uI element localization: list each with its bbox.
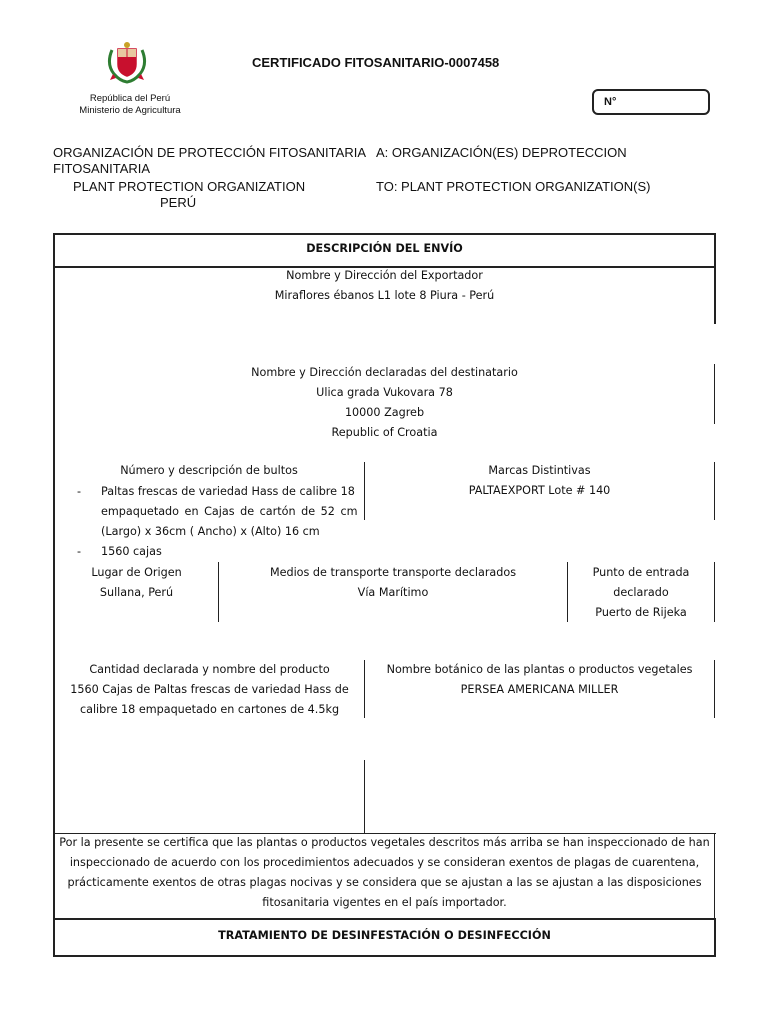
origin-label: Lugar de Origen: [91, 566, 182, 579]
certificate-title: CERTIFICADO FITOSANITARIO-0007458: [252, 55, 500, 70]
to-org-en: TO: PLANT PROTECTION ORGANIZATION(S): [376, 179, 651, 194]
packages-line: (Largo) x 36cm ( Ancho) x (Alto) 16 cm: [101, 525, 320, 538]
consignee-line: Ulica grada Vukovara 78: [316, 386, 453, 399]
ministry-name: Ministerio de Agricultura: [79, 105, 181, 116]
quantity-line: calibre 18 empaquetado en cartones de 4.5kg: [79, 703, 340, 716]
packages-item-2: 1560 cajas: [101, 545, 162, 558]
botanical-cell: [365, 660, 714, 700]
certificate-number-field: [592, 89, 710, 115]
packages-bullet-2: -: [77, 545, 82, 558]
packages-line: Paltas frescas de variedad Hass de calibre 18: [101, 485, 355, 498]
quantity-line: 1560 Cajas de Paltas frescas de variedad Hass de: [70, 683, 349, 696]
certification-line: prácticamente exentos de otras plagas nocivas y se considera que se ajustan a las se ajustan a las disposiciones: [67, 876, 702, 889]
marks-value: PALTAEXPORT Lote # 140: [468, 484, 611, 497]
peru-coat-of-arms-icon: [104, 40, 150, 86]
entry-value: Puerto de Rijeka: [595, 606, 687, 619]
packages-item-1: [101, 482, 363, 542]
transport-cell: [219, 563, 567, 603]
packages-label: Número y descripción de bultos: [120, 464, 298, 477]
certification-line: inspeccionado de acuerdo con los procedimientos adecuados y se consideran exentos de plagas de cuarentena,: [69, 856, 700, 869]
botanical-value: PERSEA AMERICANA MILLER: [460, 683, 619, 696]
entry-label: declarado: [613, 586, 669, 599]
quantity-label: Cantidad declarada y nombre del producto: [89, 663, 330, 676]
to-org-es: A: ORGANIZACIÓN(ES) DEPROTECCION: [376, 145, 627, 160]
entry-cell: [568, 563, 714, 623]
transport-label: Medios de transporte transporte declarados: [269, 566, 517, 579]
certification-statement: [55, 833, 714, 913]
from-org-es-line1: ORGANIZACIÓN DE PROTECCIÓN FITOSANITARIA: [53, 145, 366, 160]
exporter-value: Miraflores ébanos L1 lote 8 Piura - Perú: [274, 289, 495, 302]
origin-cell: [55, 563, 218, 603]
certification-line: Por la presente se certifica que las plantas o productos vegetales descritos más arriba se han inspeccionado de han: [59, 836, 710, 849]
from-org-en: PLANT PROTECTION ORGANIZATION: [73, 179, 306, 194]
consignee-cell: [55, 363, 714, 443]
exporter-label: Nombre y Dirección del Exportador: [286, 269, 483, 282]
botanical-label: Nombre botánico de las plantas o productos vegetales: [386, 663, 693, 676]
treatment-title: TRATAMIENTO DE DESINFESTACIÓN O DESINFECCIÓN: [218, 929, 551, 942]
marks-cell: [365, 461, 714, 501]
country-name: República del Perú: [89, 93, 171, 104]
consignee-label: Nombre y Dirección declaradas del destinatario: [251, 366, 518, 379]
origin-value: Sullana, Perú: [99, 586, 174, 599]
entry-label: Punto de entrada: [592, 566, 690, 579]
transport-value: Vía Marítimo: [357, 586, 429, 599]
packages-bullet-1: -: [77, 485, 82, 498]
packages-line: empaquetado en Cajas de cartón de 52 cm: [101, 505, 358, 518]
number-label: N°: [604, 96, 617, 108]
consignee-line: Republic of Croatia: [331, 426, 438, 439]
quantity-cell: [55, 660, 364, 720]
issuer-block: [72, 93, 188, 117]
section-title: DESCRIPCIÓN DEL ENVÍO: [306, 242, 463, 255]
consignee-line: 10000 Zagreb: [344, 406, 425, 419]
exporter-cell: [55, 266, 714, 306]
from-org-es-line2: FITOSANITARIA: [53, 161, 151, 176]
from-org-country: PERÚ: [160, 195, 197, 210]
certification-line: fitosanitaria vigentes en el país importador.: [262, 896, 507, 909]
marks-label: Marcas Distintivas: [488, 464, 591, 477]
